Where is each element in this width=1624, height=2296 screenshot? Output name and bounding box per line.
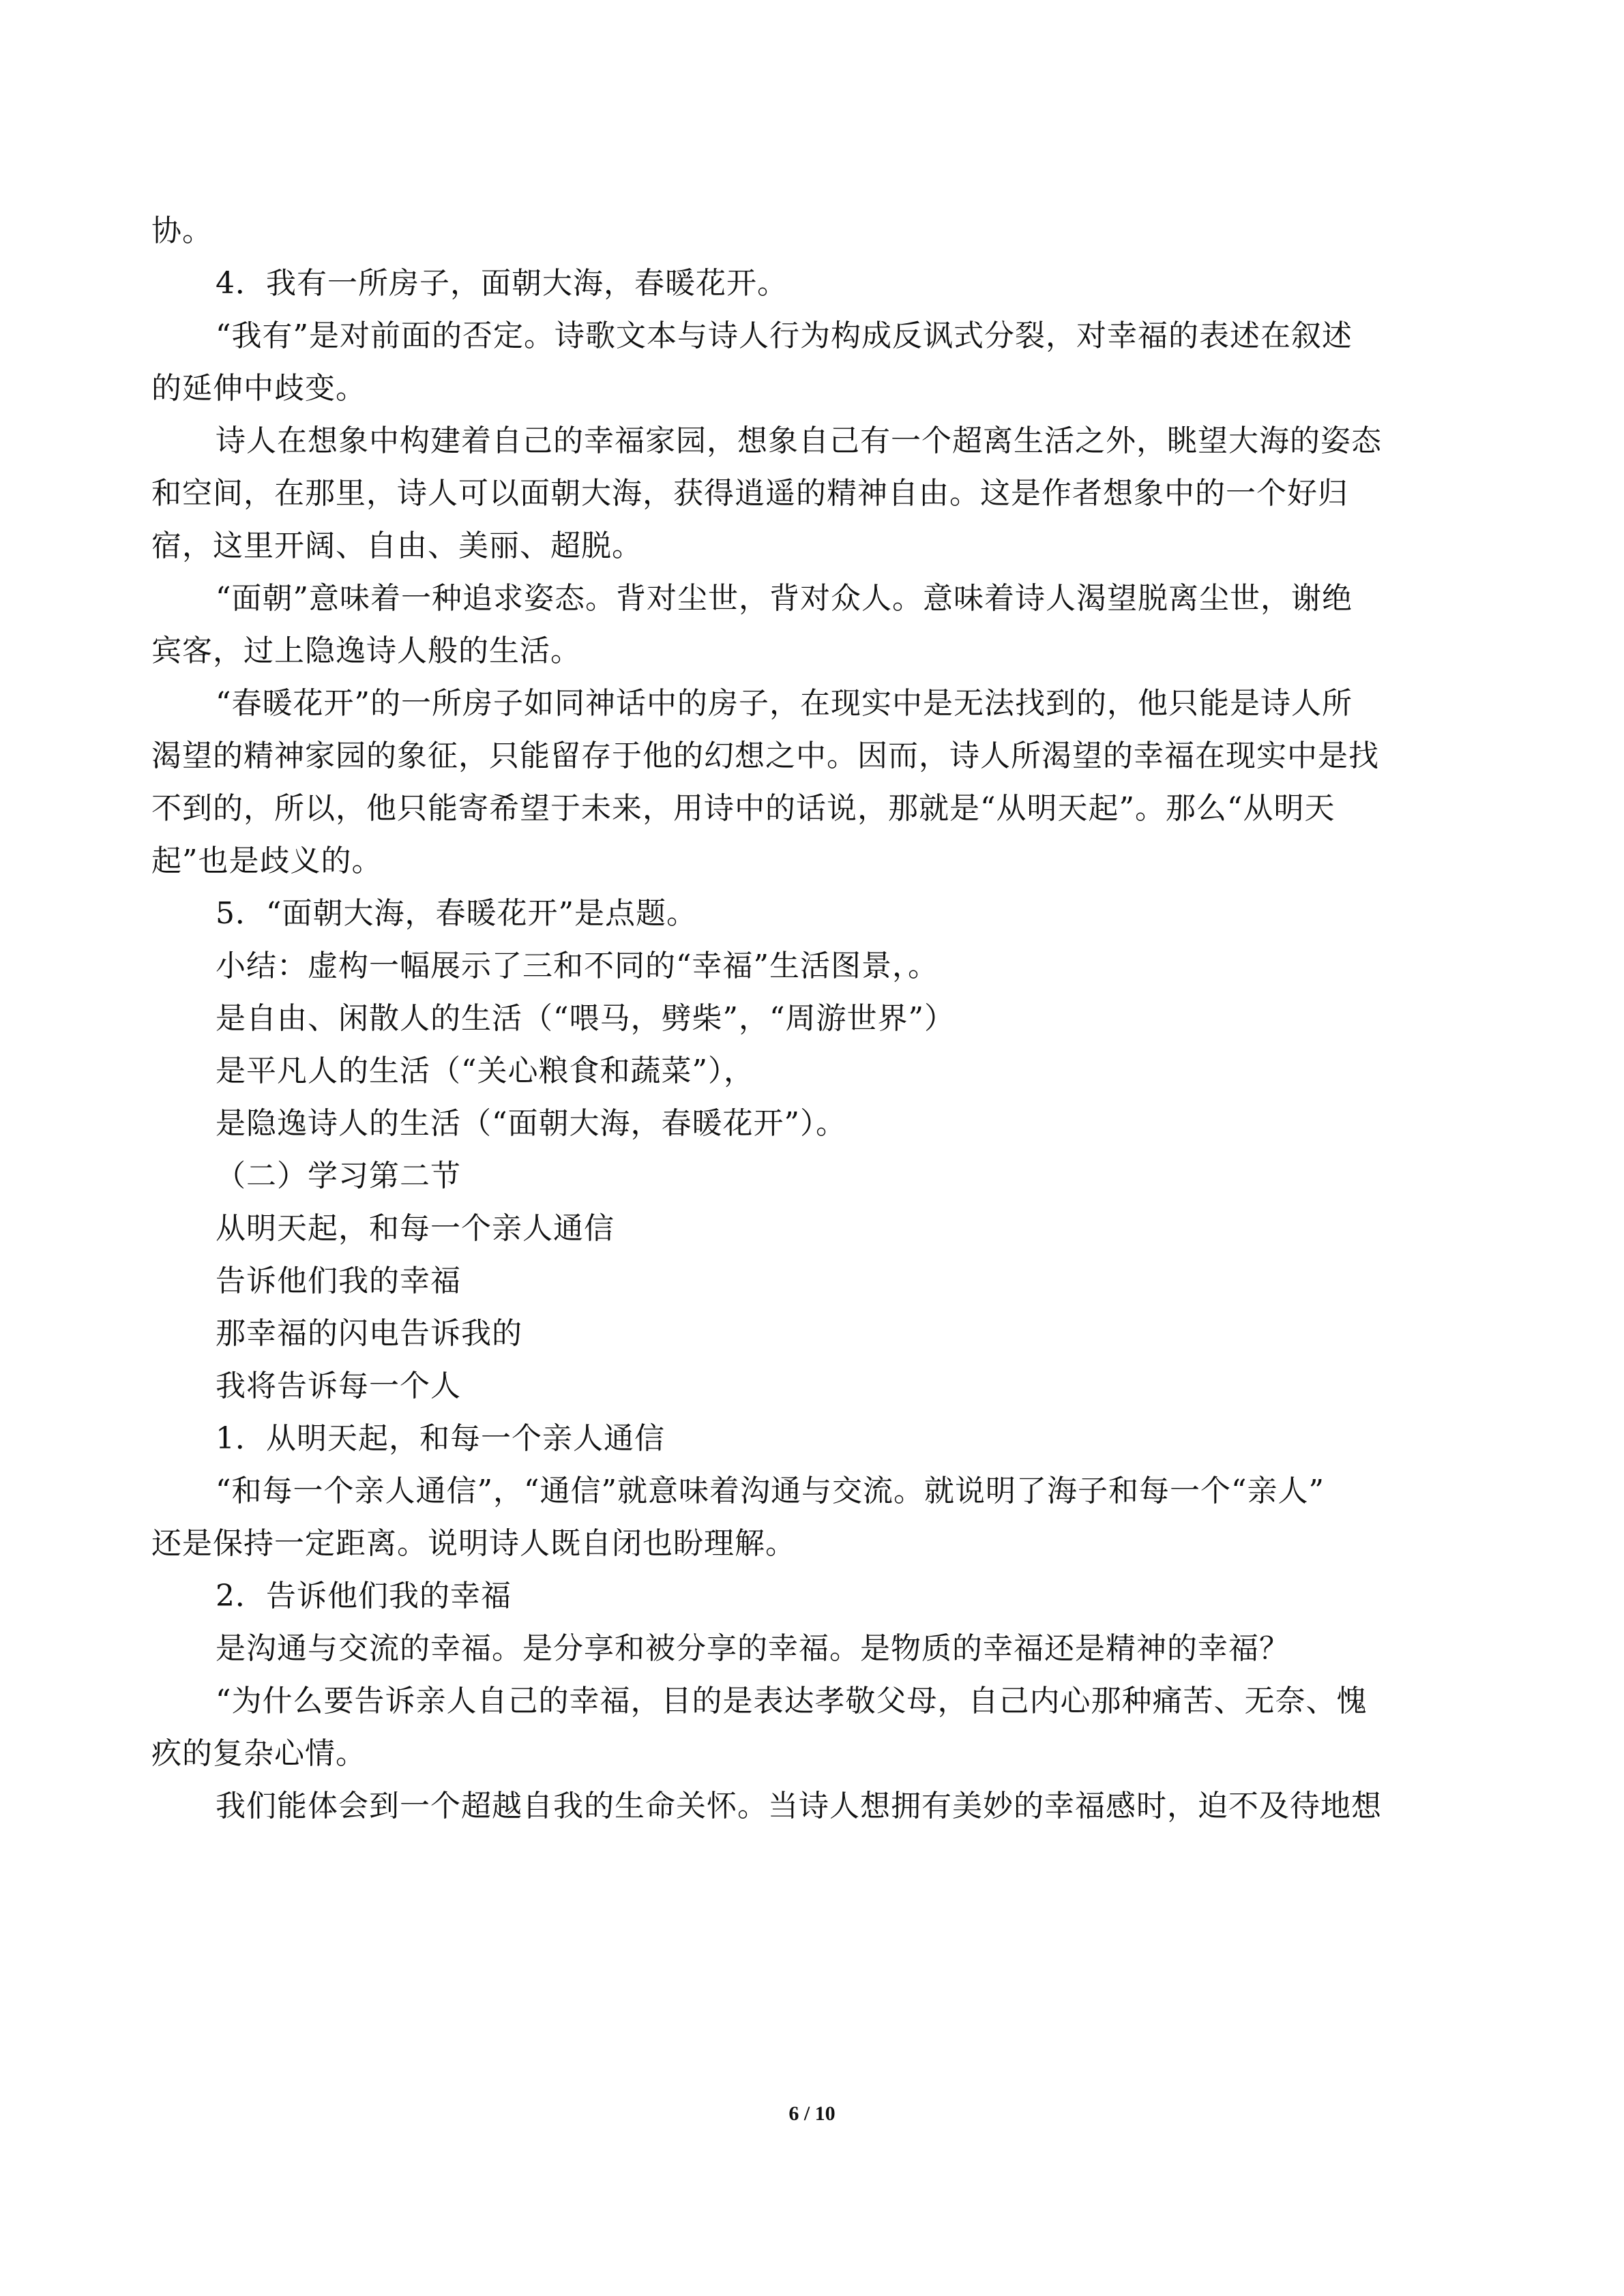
text-line: “我有”是对前面的否定。诗歌文本与诗人行为构成反讽式分裂，对幸福的表述在叙述 [216, 318, 1353, 353]
text-line: 是平凡人的生活（“关心粮食和蔬菜”）， [216, 1054, 754, 1088]
page-number: 6 / 10 [788, 2102, 836, 2125]
text-line: 是自由、闲散人的生活（“喂马，劈柴”，“周游世界”） [216, 1001, 955, 1036]
text-line: “为什么要告诉亲人自己的幸福，目的是表达孝敬父母，自己内心那种痛苦、无奈、愧 [216, 1684, 1368, 1718]
text-line: 宿，这里开阔、自由、美丽、超脱。 [151, 528, 643, 563]
text-line: 我们能体会到一个超越自我的生命关怀。当诗人想拥有美妙的幸福感时，迫不及待地想 [216, 1789, 1382, 1823]
text-line: 小结：虚构一幅展示了三和不同的“幸福”生活图景，。 [216, 949, 939, 983]
text-line: 5．“面朝大海，春暖花开”是点题。 [216, 896, 697, 931]
poem-line: 从明天起，和每一个亲人通信 [216, 1211, 615, 1246]
text-line: 的延伸中歧变。 [151, 371, 366, 406]
text-line: 疚的复杂心情。 [151, 1736, 366, 1771]
poem-line: 那幸福的闪电告诉我的 [216, 1316, 522, 1351]
poem-line: 告诉他们我的幸福 [216, 1264, 461, 1298]
text-line: 是沟通与交流的幸福。是分享和被分享的幸福。是物质的幸福还是精神的幸福？ [216, 1631, 1290, 1666]
text-line: “和每一个亲人通信”，“通信”就意味着沟通与交流。就说明了海子和每一个“亲人” [216, 1474, 1325, 1508]
text-line: 还是保持一定距离。说明诗人既自闭也盼理解。 [151, 1526, 796, 1561]
text-line: 4．我有一所房子，面朝大海，春暖花开。 [216, 266, 788, 301]
text-line: 2．告诉他们我的幸福 [216, 1579, 512, 1613]
section-heading: （二）学习第二节 [216, 1159, 461, 1193]
text-line: 和空间，在那里，诗人可以面朝大海，获得逍遥的精神自由。这是作者想象中的一个好归 [151, 476, 1348, 511]
text-line: “春暖花开”的一所房子如同神话中的房子，在现实中是无法找到的，他只能是诗人所 [216, 686, 1353, 721]
text-line: 不到的，所以，他只能寄希望于未来，用诗中的话说，那就是“从明天起”。那么“从明天 [151, 791, 1335, 826]
text-line: 协。 [151, 213, 213, 248]
text-line: 起”也是歧义的。 [151, 844, 383, 878]
poem-line: 我将告诉每一个人 [216, 1369, 461, 1403]
text-line: “面朝”意味着一种追求姿态。背对尘世，背对众人。意味着诗人渴望脱离尘世，谢绝 [216, 581, 1353, 616]
text-line: 渴望的精神家园的象征，只能留存于他的幻想之中。因而，诗人所渴望的幸福在现实中是找 [151, 739, 1379, 773]
text-line: 1．从明天起，和每一个亲人通信 [216, 1421, 665, 1456]
text-line: 是隐逸诗人的生活（“面朝大海，春暖花开”）。 [216, 1106, 846, 1141]
body-text [151, 205, 1475, 1832]
text-line: 诗人在想象中构建着自己的幸福家园，想象自己有一个超离生活之外，眺望大海的姿态 [216, 423, 1382, 458]
text-line: 宾客，过上隐逸诗人般的生活。 [151, 633, 581, 668]
